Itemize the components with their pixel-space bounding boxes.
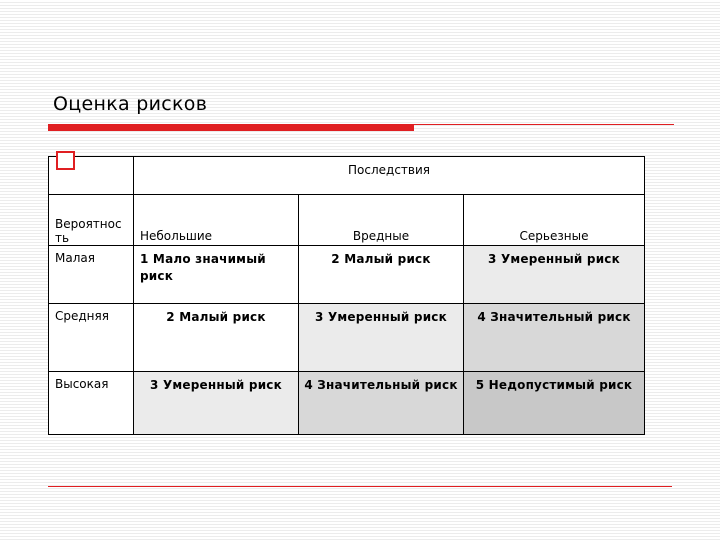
column-header-minor: Небольшие	[134, 195, 299, 246]
bullet-square-icon	[56, 151, 75, 170]
column-header-serious: Серьезные	[464, 195, 645, 246]
risk-matrix-table	[48, 156, 645, 435]
risk-cell-low-harmful: 2 Малый риск	[299, 246, 464, 304]
risk-cell-low-minor: 1 Мало значимый риск	[134, 246, 299, 304]
risk-cell-medium-serious: 4 Значительный риск	[464, 304, 645, 372]
footer-divider-line	[48, 486, 672, 487]
risk-cell-low-serious: 3 Умеренный риск	[464, 246, 645, 304]
risk-cell-high-harmful: 4 Значительный риск	[299, 372, 464, 435]
risk-cell-high-minor: 3 Умеренный риск	[134, 372, 299, 435]
slide-title: Оценка рисков	[53, 93, 208, 115]
risk-cell-medium-minor: 2 Малый риск	[134, 304, 299, 372]
risk-cell-medium-harmful: 3 Умеренный риск	[299, 304, 464, 372]
probability-header: Вероятнос ть	[49, 195, 134, 246]
title-accent-bar	[48, 124, 414, 131]
risk-cell-high-serious: 5 Недопустимый риск	[464, 372, 645, 435]
column-header-harmful: Вредные	[299, 195, 464, 246]
row-label-high: Высокая	[49, 372, 134, 435]
row-label-low: Малая	[49, 246, 134, 304]
title-divider-line	[414, 124, 674, 125]
row-label-medium: Средняя	[49, 304, 134, 372]
consequences-header: Последствия	[134, 157, 645, 195]
